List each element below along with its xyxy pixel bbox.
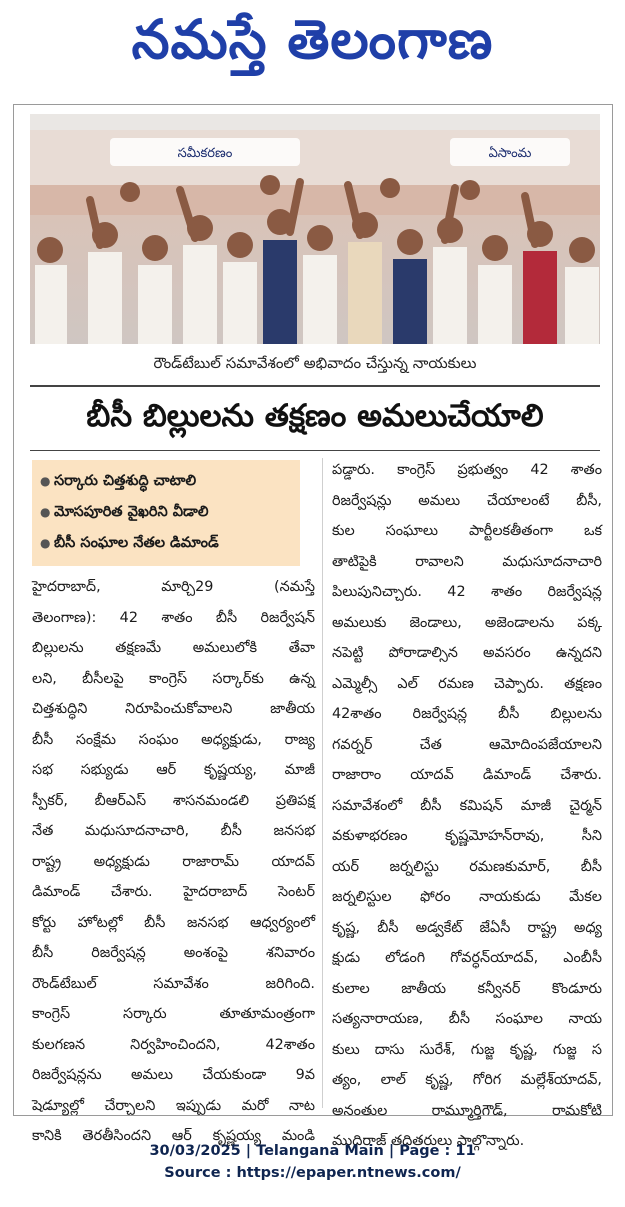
highlight-item (40, 466, 292, 497)
highlight-text: మోసపూరిత వైఖరిని వీడాలి (54, 504, 209, 520)
column-divider (322, 458, 323, 1108)
body-line: రాజారాం యాదవ్‌ డిమాండ్‌ చేశారు. (332, 767, 602, 783)
bullet-icon: ● (40, 536, 51, 550)
bullet-icon: ● (40, 474, 51, 488)
body-line: డిమాండ్‌ చేశారు. హైదరాబాద్‌ సెంటర్‌ (32, 884, 315, 900)
body-line: కోర్టు హోటల్లో బీసీ జనసభ ఆధ్వర్యంలో (32, 914, 315, 931)
banner-text-left: సమీకరణం (177, 146, 233, 161)
body-line: చిత్తశుద్ధిని నిరూపించుకోవాలని జాతీయ (32, 701, 315, 717)
body-line: రాష్ట్ర అధ్యక్షుడు రాజారామ్‌ యాదవ్‌ (32, 853, 315, 870)
body-line: రిజర్వేషన్లను అమలు చేయకుండా 9వ (32, 1067, 315, 1083)
body-line: నేత మధుసూదనాచారి, బీసీ జనసభ (32, 823, 315, 839)
body-line: కులగణన నిర్వహించిందని, 42శాతం (32, 1036, 315, 1053)
body-line: సమావేశంలో బీసీ కమిషన్‌ మాజీ చైర్మన్‌ (332, 797, 602, 814)
banner-text-right: ఏసాంమ (488, 146, 532, 161)
body-line: తెలంగాణ): 42 శాతం బీసీ రిజర్వేషన్‌ (32, 609, 315, 626)
body-line: బీసీ రిజర్వేషన్ల అంశంపై శనివారం (32, 945, 315, 961)
body-line: కృష్ణ, బీసీ అడ్వకేట్‌ జేఏసీ రాష్ట్ర అధ్య (332, 919, 602, 936)
body-line: నపెట్టి పోరాడాల్సిన అవసరం ఉన్నదని (332, 645, 602, 661)
body-line: రౌండ్‌టేబుల్‌ సమావేశం జరిగింది. (32, 975, 315, 992)
newspaper-logo-title: నమస్తే తెలంగాణ (131, 7, 494, 71)
article-headline: బీసీ బిల్లులను తక్షణం అమలుచేయాలి (30, 388, 600, 451)
body-line: పిలుపునిచ్చారు. 42 శాతం రిజర్వేషన్ల (332, 584, 602, 600)
body-line: గవర్నర్‌ చేత ఆమోదింపజేయాలని (332, 736, 602, 753)
body-line: సభ సభ్యుడు ఆర్‌ కృష్ణయ్య, మాజీ (32, 762, 315, 778)
news-photo (30, 130, 600, 344)
body-line: హైదరాబాద్‌, మార్చి29 (నమస్తే (32, 579, 315, 595)
body-line: అనంతుల రామ్మూర్తిగౌడ్‌, రామకోటి (332, 1102, 602, 1119)
body-line: బీసీ సంక్షేమ సంఘం అధ్యక్షుడు, రాజ్య (32, 731, 315, 748)
body-line: త్యం, లాల్‌ కృష్ణ, గోరిగ మల్లేశ్‌యాదవ్‌, (332, 1072, 602, 1088)
highlight-text: బీసీ సంఘాల నేతల డిమాండ్‌ (54, 535, 219, 551)
highlights-box (32, 460, 300, 566)
footer-source-link[interactable]: Source : https://epaper.ntnews.com/ (164, 1165, 461, 1181)
body-line: స్పీకర్‌, బీఆర్‌ఎస్‌ శాసనమండలి ప్రతిపక్ష (32, 792, 315, 809)
body-line: 42శాతం రిజర్వేషన్ల బీసీ బిల్లులను (332, 706, 602, 722)
highlight-item (40, 497, 292, 528)
body-line: లని, బీసీలపై కాంగ్రెస్‌ సర్కార్‌కు ఉన్న (32, 670, 315, 687)
footer-edition-info: 30/03/2025 | Telangana Main | Page : 11 (149, 1143, 476, 1159)
body-line: కులు దాసు సురేశ్‌, గుజ్జ కృష్ణ, గుజ్జ స (332, 1041, 602, 1058)
highlight-item (40, 528, 292, 559)
body-line: కాంగ్రెస్‌ సర్కారు తూతూమంత్రంగా (32, 1006, 315, 1022)
highlight-text: సర్కారు చిత్తశుద్ధి చాటాలి (54, 473, 197, 489)
body-line: ముదిరాజ్‌ తదితరులు పాల్గొన్నారు. (332, 1133, 525, 1149)
body-line: కుల సంఘాలు పార్టీలకతీతంగా ఒక (332, 523, 602, 539)
body-line: బిల్లులను తక్షణమే అమలులోకి తేవా (32, 640, 315, 656)
body-line: అమలుకు జెండాలు, అజెండాలను పక్క (332, 614, 602, 631)
bullet-icon: ● (40, 505, 51, 519)
body-line: కానికి తెరతీసిందని ఆర్‌ కృష్ణయ్య మండి (32, 1128, 315, 1144)
photo-caption: రౌండ్‌టేబుల్‌ సమావేశంలో అభివాదం చేస్తున్న నాయకులు (30, 345, 600, 387)
masthead (0, 0, 625, 92)
body-line: తాటిపైకి రావాలని మధుసూదనాచారి (332, 553, 602, 570)
body-line: సత్యనారాయణ, బీసీ సంఘాల నాయ (332, 1011, 602, 1027)
crowd-photo-illustration (30, 130, 600, 344)
body-line: రిజర్వేషన్లు అమలు చేయాలంటే బీసీ, (332, 492, 602, 509)
body-line: వకుళాభరణం కృష్ణమోహన్‌రావు, సీని (332, 828, 602, 844)
body-line: పడ్డారు. కాంగ్రెస్‌ ప్రభుత్వం 42 శాతం (332, 462, 602, 478)
body-line: జర్నలిస్టుల ఫోరం నాయకుడు మేకల (332, 889, 602, 905)
body-line: ఎమ్మెల్సీ ఎల్‌ రమణ చెప్పారు. తక్షణం (332, 675, 602, 692)
body-line: కులాల జాతీయ కన్వీనర్‌ కొండూరు (332, 980, 602, 997)
body-line: షెడ్యూల్లో చేర్చాలని ఇప్పుడు మరో నాట (32, 1097, 315, 1114)
body-line: యర్‌ జర్నలిస్టు రమణకుమార్‌, బీసీ (332, 858, 602, 875)
article-column-left (32, 572, 315, 1152)
body-line: క్షుడు లోడంగి గోవర్ధన్‌యాదవ్‌, ఎంబీసీ (332, 950, 602, 966)
article-column-right (332, 455, 602, 1157)
page-footer (0, 1140, 625, 1184)
